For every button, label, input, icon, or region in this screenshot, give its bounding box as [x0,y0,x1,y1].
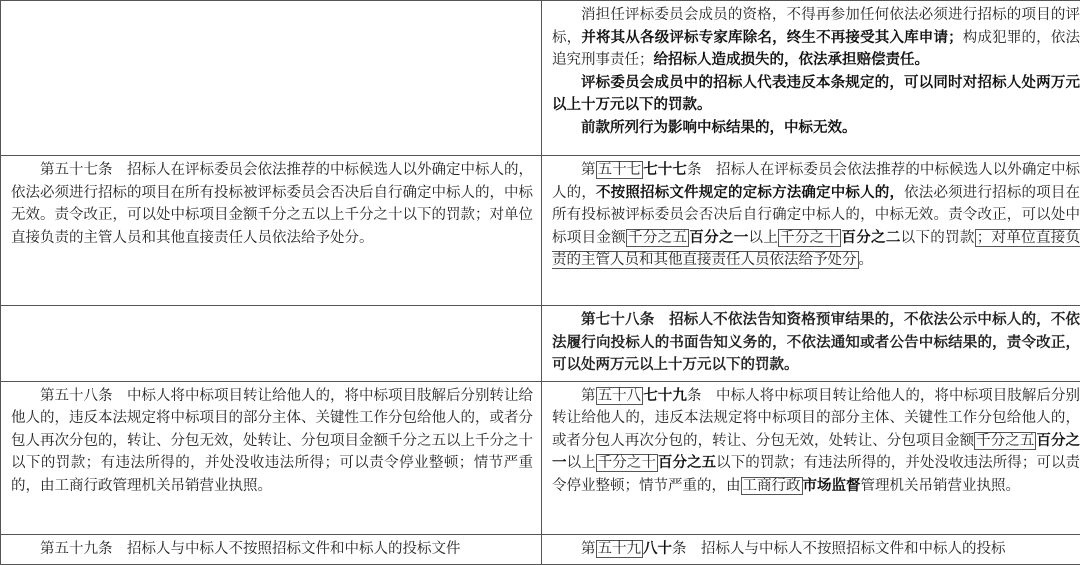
deleted-text: 千分之五 [974,432,1036,450]
right-paragraph [552,72,1080,117]
left-cell [1,534,542,565]
added-text: 给招标人造成损失的，依法承担赔偿责任。 [654,51,930,68]
added-text: 百分之一 [689,229,748,246]
deleted-text: ；对单位直接负责的主管人员和其他直接责任人员依法给予处分 [552,229,1080,270]
text-segment: 第 [581,162,596,178]
left-paragraph [11,538,533,561]
left-paragraph [11,385,533,498]
text-segment: 招标人与中标人不按照招标文件和中标人的投标 [701,541,1006,557]
row-4 [1,381,1080,534]
deleted-text: 五十七 [596,161,644,179]
right-paragraph [552,538,1080,561]
text-segment: 以上 [567,455,596,471]
right-paragraph [552,309,1080,377]
text-segment: 第七十八条 [581,311,654,328]
row-5 [1,534,1080,565]
text-segment: 构成犯罪的，依法追究刑事责任； [552,30,1080,69]
left-cell [1,156,542,306]
right-cell [542,534,1080,565]
text-segment: 。 [859,252,874,268]
text-segment: 条 [687,162,702,178]
right-paragraph [552,159,1080,272]
text-segment: 以下的罚款；有违法所得的，并处没收违法所得；可以责令停业整顿；情节严重的，由 [552,455,1080,494]
deleted-text: 千分之五 [626,229,689,247]
text-segment: 第 [581,541,596,557]
added-text: 八十 [643,540,672,557]
right-cell [542,381,1080,534]
text-segment: 依法必须进行招标的项目在所有投标被评标委员会否决后自行确定中标人的，中标无效。责令改正，可以处中标项目金额 [552,185,1080,246]
added-text: 七十九 [643,387,687,404]
text-segment: 中标人将中标项目转让给他人的，将中标项目肢解后分别转让给他人的，违反本法规定将中标项目的部分主体、关键性工作分包给他人的，或者分包人再次分包的，转让、分包无效，处转让、分包项目金额 [552,388,1080,449]
added-text: 前款所列行为影响中标结果的，中标无效。 [581,119,857,136]
text-segment: 以下的罚款 [901,230,975,246]
added-text: 评标委员会成员中的招标人代表违反本条规定的，可以同时对招标人处两万元以上十万元以下的罚款。 [552,74,1080,114]
row-2 [1,156,1080,306]
added-text: 不按照招标文件规定的定标方法确定中标人的， [596,184,904,201]
text-segment: 消担任评标委员会成员的资格，不得再参加任何依法必须进行招标的项目的评标， [552,7,1080,46]
added-text: 市场监督 [803,477,861,494]
added-text: 并将其从各级评标专家库除名，终生不再接受其入库申请； [581,29,962,46]
right-paragraph [552,117,1080,140]
left-cell [1,1,542,156]
deleted-text: 五十九 [596,540,644,558]
left-cell [1,381,542,534]
right-cell [542,156,1080,306]
text-segment: 条 [687,388,702,404]
added-text: 百分之五 [658,454,716,471]
text-segment: 条 [672,541,687,557]
deleted-text: 工商行政 [741,477,803,495]
deleted-text: 千分之十 [778,229,841,247]
text-segment: 第 [581,388,596,404]
right-cell [542,306,1080,382]
text-segment: 招标人在评标委员会依法推荐的中标候选人以外确定中标人的，依法必须进行招标的项目在所有投标被评标委员会否决后自行确定中标人的，中标无效。责令改正，可以处中标项目金额千分之五以上千分之十以下的罚款；对单位直接负责的主管人员和其他直接责任人员依法给予处分。 [11,162,533,246]
deleted-text: 千分之十 [596,454,658,472]
added-text: 百分之一 [552,432,1080,472]
left-paragraph [11,159,533,249]
text-segment: 招标人不依法告知资格预审结果的，不依法公示中标人的，不依法履行向投标人的书面告知义务的，不依法通知或者公告中标结果的，责令改正，可以处两万元以上十万元以下的罚款。 [552,311,1080,373]
right-cell [542,1,1080,156]
row-1 [1,1,1080,156]
right-paragraph [552,385,1080,498]
text-segment: 招标人在评标委员会依法推荐的中标候选人以外确定中标人的， [552,162,1080,201]
row-3 [1,306,1080,382]
added-text: 七十七 [643,161,687,178]
text-segment: 以上 [749,230,779,246]
text-segment: 第五十八条 [40,388,113,404]
text-segment: 中标人将中标项目转让给他人的，将中标项目肢解后分别转让给他人的，违反本法规定将中标项目的部分主体、关键性工作分包给他人的，或者分包人再次分包的，转让、分包无效，处转让、分包项目金额千分之五以上千分之十以下的罚款；有违法所得的，并处没收违法所得；可以责令停业整顿；情节严重的，由工商行政管理机关吊销营业执照。 [11,388,533,494]
text-segment: 第五十七条 [40,162,113,178]
text-segment: 第五十九条 [40,541,113,557]
left-cell [1,306,542,382]
right-paragraph [552,4,1080,72]
text-segment: 管理机关吊销营业执照。 [861,478,1021,494]
text-segment: 招标人与中标人不按照招标文件和中标人的投标文件 [127,541,461,557]
deleted-text: 五十八 [596,387,644,405]
added-text: 百分之二 [841,229,900,246]
